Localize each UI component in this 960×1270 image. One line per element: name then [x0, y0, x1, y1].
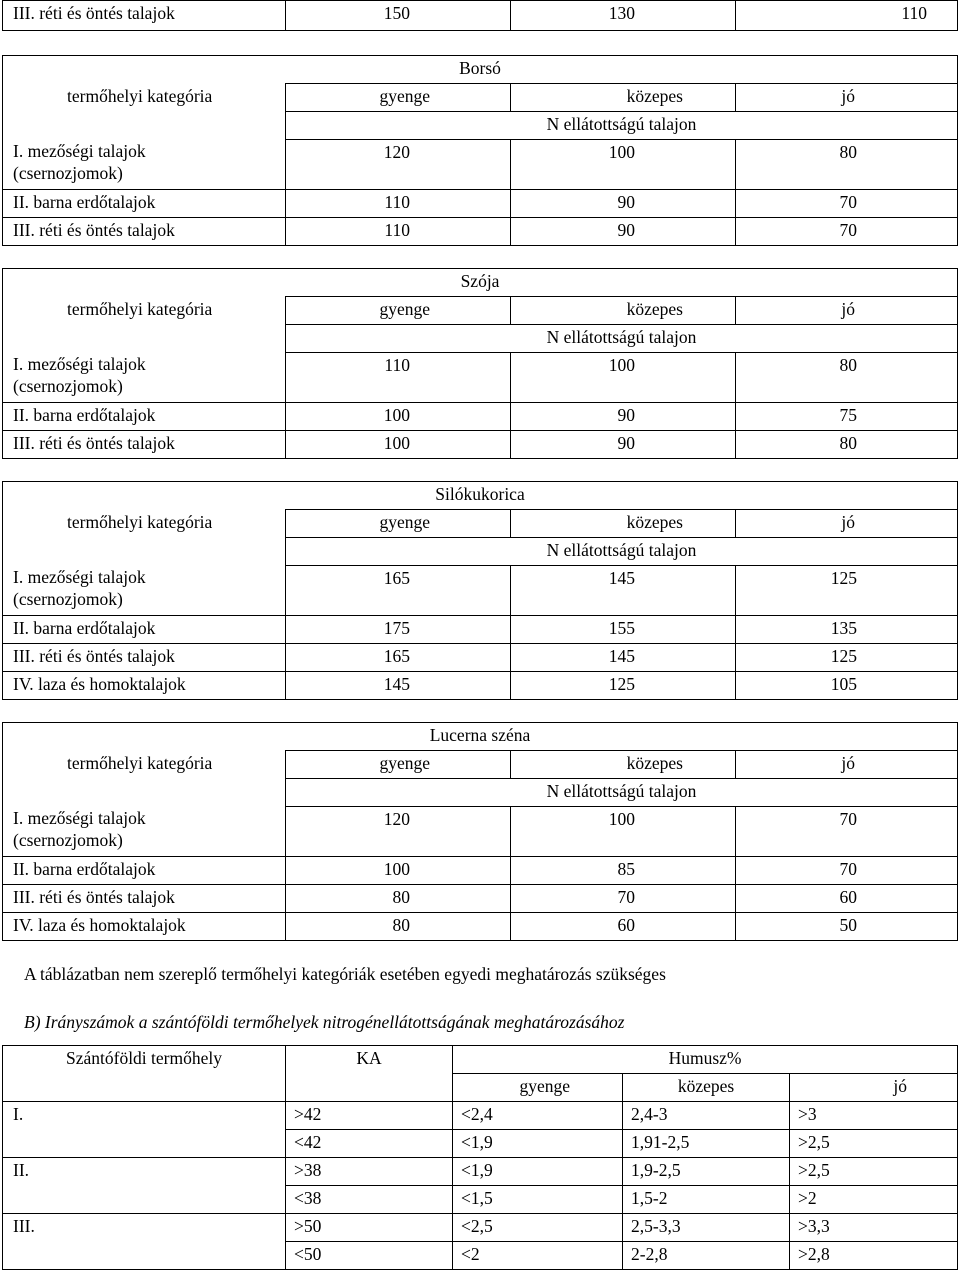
category-header: termőhelyi kategória: [3, 297, 286, 325]
row-label: I. mezőségi talajok (csernozjomok): [3, 140, 286, 190]
ka-cell: <38: [286, 1186, 453, 1214]
table-row: [3, 566, 958, 616]
value-gyenge: 175: [286, 615, 511, 643]
ka-header: KA: [286, 1046, 453, 1074]
crop-name-row: [3, 269, 958, 297]
value-jo: 60: [736, 884, 958, 912]
ka-cell: <50: [286, 1242, 453, 1270]
value-gyenge: 100: [286, 856, 511, 884]
category-header: termőhelyi kategória: [3, 510, 286, 538]
value-kozepes: 90: [511, 430, 736, 458]
value-kozepes: 145: [511, 566, 736, 616]
jo-header: jó: [736, 510, 958, 538]
n-supply-label: N ellátottságú talajon: [286, 112, 958, 140]
humus-table: [2, 1045, 958, 1270]
table-row: [3, 912, 958, 940]
header-row: [3, 297, 958, 325]
kozepes-header: közepes: [623, 1074, 790, 1102]
value-jo: 135: [736, 615, 958, 643]
value-jo: 80: [736, 140, 958, 190]
crop-name: Szója: [3, 269, 958, 297]
value-kozepes: 100: [511, 807, 736, 857]
crop-name-row: [3, 723, 958, 751]
kozepes-cell: 2,4-3: [623, 1102, 790, 1130]
value-kozepes: 90: [511, 217, 736, 245]
blank-cell: [3, 112, 286, 140]
humus-header: Humusz%: [453, 1046, 958, 1074]
row-label: III. réti és öntés talajok: [3, 217, 286, 245]
row-label: I. mezőségi talajok (csernozjomok): [3, 566, 286, 616]
site-cell: [3, 1186, 286, 1214]
value-jo: 80: [736, 353, 958, 403]
n-supply-row: [3, 538, 958, 566]
row-label: IV. laza és homoktalajok: [3, 671, 286, 699]
kozepes-header: közepes: [511, 84, 736, 112]
jo-cell: >2,5: [790, 1130, 958, 1158]
table-row: [3, 140, 958, 190]
value-gyenge: 120: [286, 140, 511, 190]
continuation-table: [2, 0, 958, 31]
gyenge-header: gyenge: [453, 1074, 623, 1102]
value-jo: 105: [736, 671, 958, 699]
table-row: [3, 671, 958, 699]
row-label: III. réti és öntés talajok: [3, 884, 286, 912]
jo-cell: >2,8: [790, 1242, 958, 1270]
gyenge-header: gyenge: [286, 297, 511, 325]
value-kozepes: 130: [511, 1, 736, 31]
value-kozepes: 90: [511, 189, 736, 217]
value-gyenge: 150: [286, 1, 511, 31]
table-row: [3, 1214, 958, 1242]
value-gyenge: 80: [286, 912, 511, 940]
value-jo: 125: [736, 643, 958, 671]
table-row: [3, 856, 958, 884]
table-row: [3, 217, 958, 245]
value-gyenge: 100: [286, 402, 511, 430]
gyenge-cell: <2,4: [453, 1102, 623, 1130]
kozepes-header: közepes: [511, 297, 736, 325]
blank-cell: [3, 779, 286, 807]
value-gyenge: 110: [286, 189, 511, 217]
humus-subheader-row: [3, 1074, 958, 1102]
n-supply-row: [3, 325, 958, 353]
site-cell: [3, 1242, 286, 1270]
ka-cell: >38: [286, 1158, 453, 1186]
n-supply-label: N ellátottságú talajon: [286, 538, 958, 566]
n-supply-row: [3, 779, 958, 807]
site-cell: [3, 1130, 286, 1158]
footnote: A táblázatban nem szereplő termőhelyi kategóriák esetében egyedi meghatározás szükséges: [24, 964, 666, 984]
ka-cell: >50: [286, 1214, 453, 1242]
ka-cell: <42: [286, 1130, 453, 1158]
crop-name-row: [3, 482, 958, 510]
kozepes-cell: 1,9-2,5: [623, 1158, 790, 1186]
gyenge-cell: <1,9: [453, 1130, 623, 1158]
gyenge-cell: <1,5: [453, 1186, 623, 1214]
value-gyenge: 120: [286, 807, 511, 857]
category-header: termőhelyi kategória: [3, 751, 286, 779]
gyenge-cell: <2,5: [453, 1214, 623, 1242]
table-row: [3, 884, 958, 912]
row-label: I. mezőségi talajok (csernozjomok): [3, 807, 286, 857]
site-header-cont: [3, 1074, 286, 1102]
value-kozepes: 125: [511, 671, 736, 699]
value-kozepes: 155: [511, 615, 736, 643]
jo-cell: >2,5: [790, 1158, 958, 1186]
n-supply-label: N ellátottságú talajon: [286, 325, 958, 353]
row-label: II. barna erdőtalajok: [3, 402, 286, 430]
value-gyenge: 100: [286, 430, 511, 458]
table-row: [3, 189, 958, 217]
kozepes-cell: 1,91-2,5: [623, 1130, 790, 1158]
value-jo: 70: [736, 189, 958, 217]
value-jo: 75: [736, 402, 958, 430]
table-row: [3, 807, 958, 857]
value-kozepes: 145: [511, 643, 736, 671]
value-jo: 70: [736, 217, 958, 245]
value-jo: 80: [736, 430, 958, 458]
crop-table: [2, 268, 958, 459]
table-row: [3, 615, 958, 643]
jo-cell: >2: [790, 1186, 958, 1214]
crop-name: Borsó: [3, 56, 958, 84]
row-label: II. barna erdőtalajok: [3, 189, 286, 217]
table-row: [3, 1130, 958, 1158]
jo-header: jó: [790, 1074, 958, 1102]
ka-cell: >42: [286, 1102, 453, 1130]
value-gyenge: 165: [286, 566, 511, 616]
kozepes-cell: 2-2,8: [623, 1242, 790, 1270]
crop-table: [2, 481, 958, 700]
value-jo: 70: [736, 807, 958, 857]
gyenge-cell: <2: [453, 1242, 623, 1270]
jo-header: jó: [736, 297, 958, 325]
humus-header-row: [3, 1046, 958, 1074]
jo-header: jó: [736, 751, 958, 779]
value-gyenge: 80: [286, 884, 511, 912]
value-gyenge: 110: [286, 217, 511, 245]
row-label: II. barna erdőtalajok: [3, 615, 286, 643]
site-header: Szántóföldi termőhely: [3, 1046, 286, 1074]
kozepes-cell: 1,5-2: [623, 1186, 790, 1214]
kozepes-header: közepes: [511, 751, 736, 779]
jo-header: jó: [736, 84, 958, 112]
value-gyenge: 165: [286, 643, 511, 671]
crop-name-row: [3, 56, 958, 84]
table-row: [3, 1158, 958, 1186]
site-cell: I.: [3, 1102, 286, 1130]
value-kozepes: 100: [511, 353, 736, 403]
n-supply-label: N ellátottságú talajon: [286, 779, 958, 807]
crop-table: [2, 722, 958, 941]
table-row: [3, 643, 958, 671]
table-row: [3, 402, 958, 430]
blank-cell: [3, 538, 286, 566]
kozepes-cell: 2,5-3,3: [623, 1214, 790, 1242]
gyenge-header: gyenge: [286, 84, 511, 112]
row-label: III. réti és öntés talajok: [3, 1, 286, 31]
value-gyenge: 110: [286, 353, 511, 403]
row-label: III. réti és öntés talajok: [3, 643, 286, 671]
kozepes-header: közepes: [511, 510, 736, 538]
value-jo: 70: [736, 856, 958, 884]
value-kozepes: 90: [511, 402, 736, 430]
value-gyenge: 145: [286, 671, 511, 699]
row-label: II. barna erdőtalajok: [3, 856, 286, 884]
ka-header-cont: [286, 1074, 453, 1102]
header-row: [3, 84, 958, 112]
gyenge-cell: <1,9: [453, 1158, 623, 1186]
n-supply-row: [3, 112, 958, 140]
value-jo: 110: [736, 1, 958, 31]
row-label: III. réti és öntés talajok: [3, 430, 286, 458]
value-jo: 50: [736, 912, 958, 940]
category-header: termőhelyi kategória: [3, 84, 286, 112]
table-row: [3, 353, 958, 403]
row-label: IV. laza és homoktalajok: [3, 912, 286, 940]
row-label: I. mezőségi talajok (csernozjomok): [3, 353, 286, 403]
value-kozepes: 70: [511, 884, 736, 912]
crop-name: Lucerna széna: [3, 723, 958, 751]
value-kozepes: 85: [511, 856, 736, 884]
section-b-title: B) Irányszámok a szántóföldi termőhelyek nitrogénellátottságának meghatározásához: [24, 1012, 625, 1032]
gyenge-header: gyenge: [286, 751, 511, 779]
value-jo: 125: [736, 566, 958, 616]
table-row: [3, 1242, 958, 1270]
header-row: [3, 751, 958, 779]
crop-name: Silókukorica: [3, 482, 958, 510]
header-row: [3, 510, 958, 538]
jo-cell: >3,3: [790, 1214, 958, 1242]
blank-cell: [3, 325, 286, 353]
table-row: [3, 1186, 958, 1214]
value-kozepes: 100: [511, 140, 736, 190]
site-cell: III.: [3, 1214, 286, 1242]
gyenge-header: gyenge: [286, 510, 511, 538]
table-row: [3, 1102, 958, 1130]
site-cell: II.: [3, 1158, 286, 1186]
value-kozepes: 60: [511, 912, 736, 940]
table-row: [3, 430, 958, 458]
jo-cell: >3: [790, 1102, 958, 1130]
crop-table: [2, 55, 958, 246]
table-row: [3, 1, 958, 31]
